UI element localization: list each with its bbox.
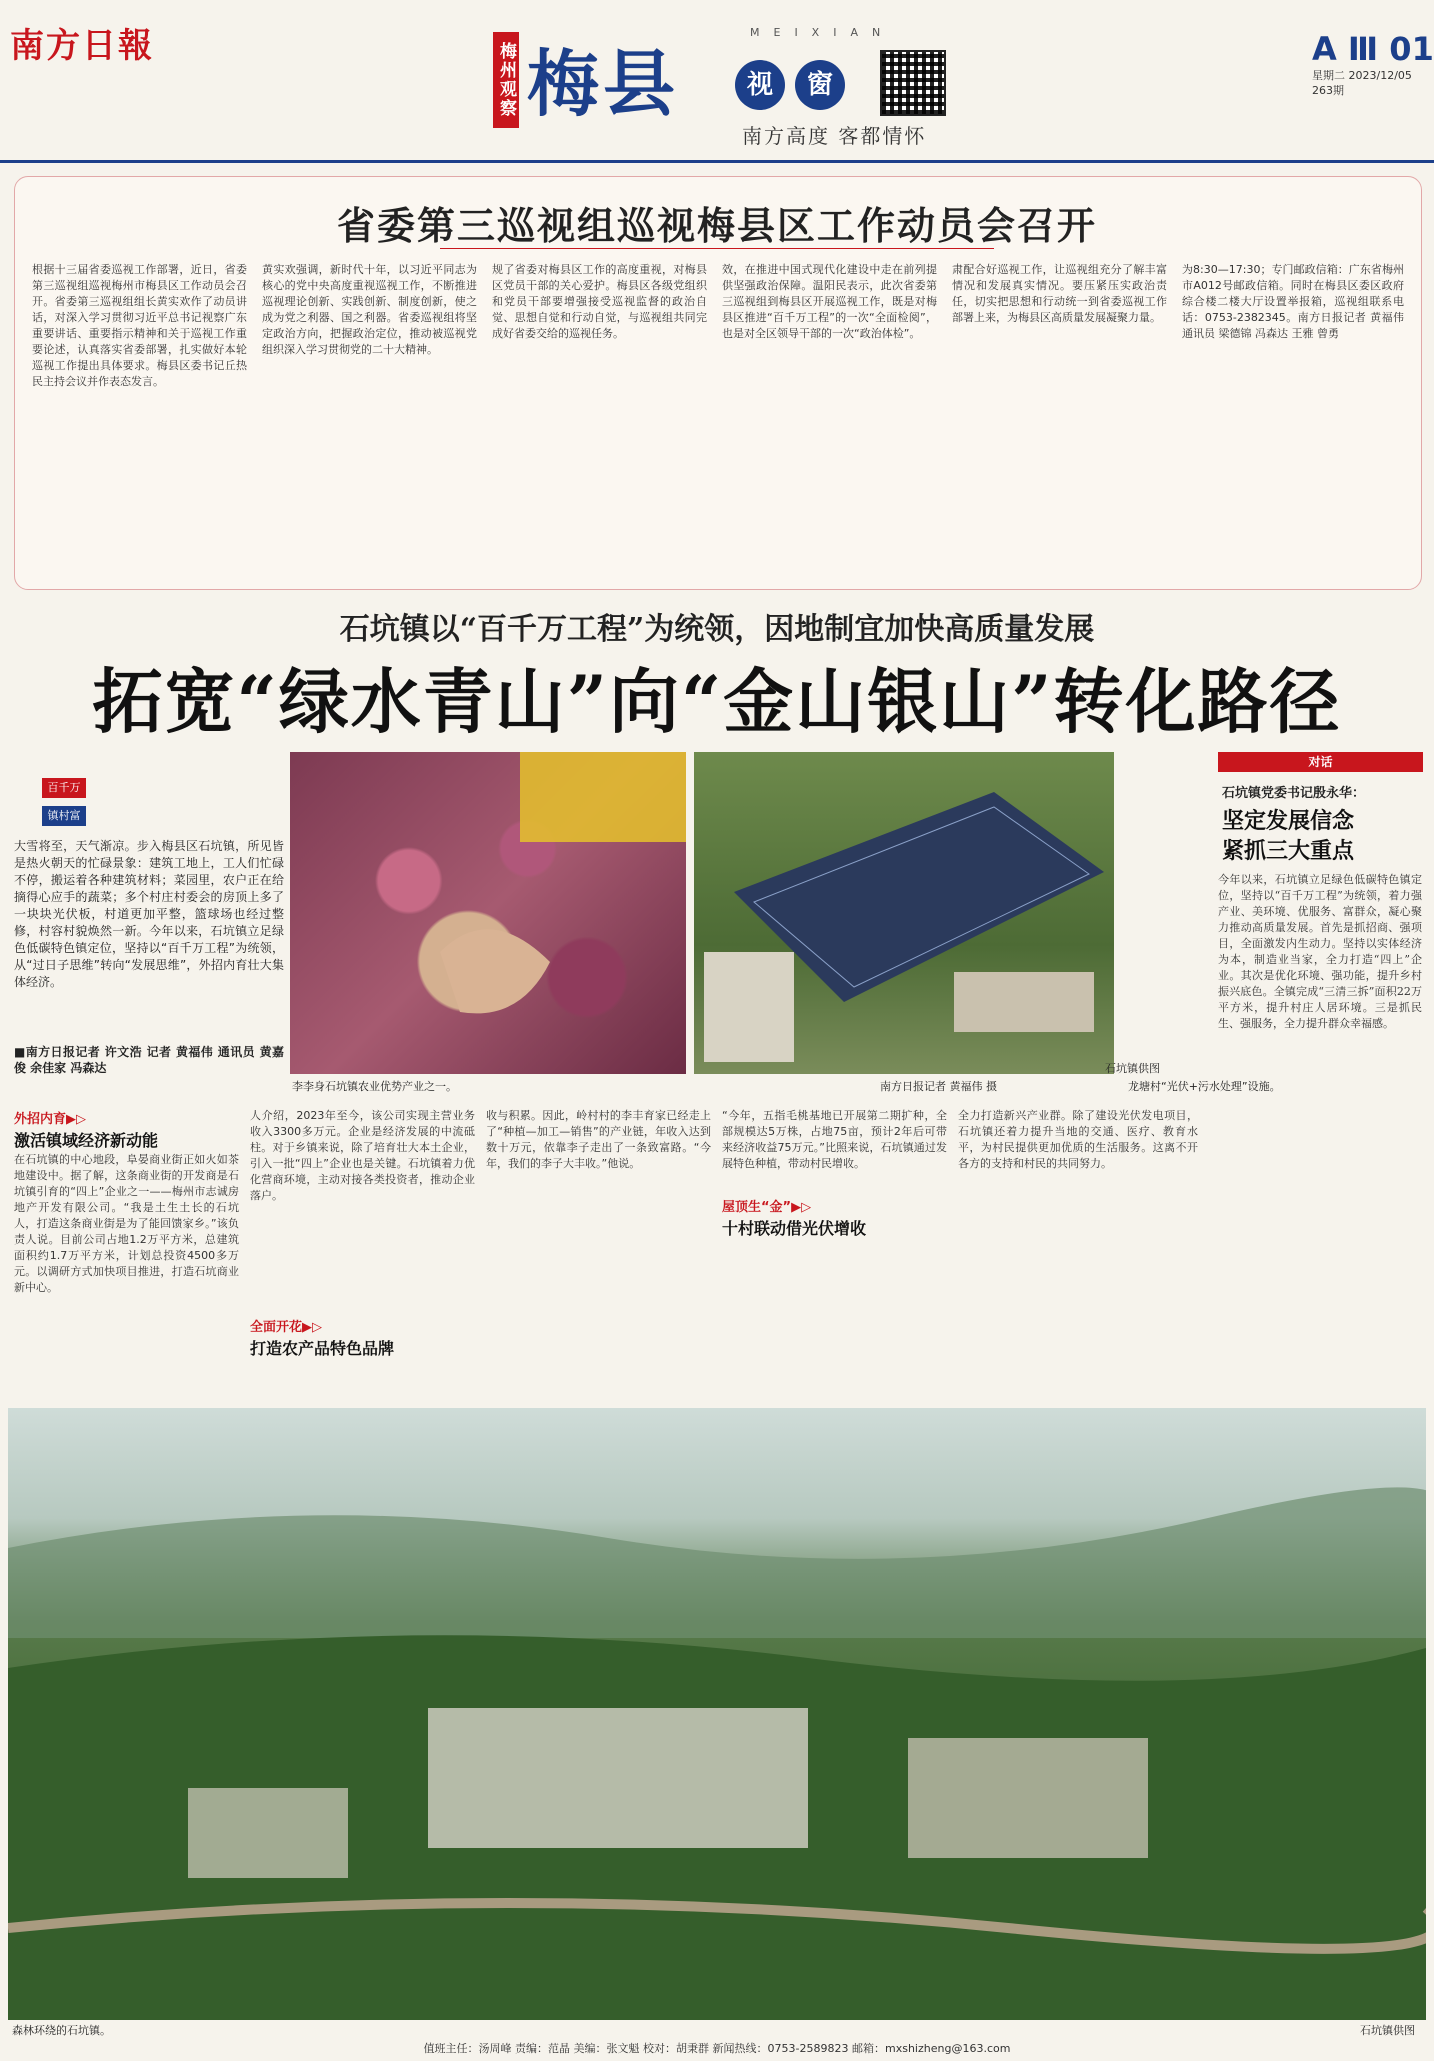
photo1-caption: 李李身石坑镇农业优势产业之一。 (292, 1080, 457, 1093)
village-caption: 森林环绕的石坑镇。 (12, 2024, 111, 2037)
article1-rule (440, 248, 994, 249)
section-a-tag: 外招内育▶▷ (14, 1112, 86, 1127)
section-pinyin: MEIXIAN (750, 26, 895, 39)
dialog-label: 对话 (1218, 752, 1423, 772)
article1-column-1: 根据十三届省委巡视工作部署，近日，省委第三巡视组巡视梅州市梅县区工作动员会召开。省委第三巡视组组长黄实欢作了动员讲话，对深入学习贯彻习近平总书记视察广东重要讲话、重要指示精神和关于巡视工作重要论述，认真落实省委部署，扎实做好本轮巡视工作提出具体要求。梅县区委书记丘热民主持会议并作表态发言。 (32, 263, 247, 388)
photo3-credit: 石坑镇供图 (1105, 1062, 1160, 1075)
vision-circle-2: 窗 (795, 60, 845, 110)
section-b-tag: 全面开花▶▷ (250, 1320, 322, 1335)
section-c-title: 十村联动借光伏增收 (722, 1219, 867, 1238)
section-c-tag: 屋顶生“金”▶▷ (722, 1200, 812, 1215)
body-column-4: “今年，五指毛桃基地已开展第二期扩种，全部规模达5万株，占地75亩，预计2年后可带来经济收益75万元。”比照来说，石坑镇通过发展特色种植，带动村民增收。 (722, 1109, 947, 1170)
section-tag: 梅州观察 (493, 32, 519, 128)
section-title: 梅县 (527, 41, 680, 126)
masthead-divider (0, 160, 1434, 163)
lead-tag-2: 镇村富 (42, 806, 86, 826)
lead-tag-1: 百千万 (42, 778, 86, 798)
dialog-speaker: 石坑镇党委书记殷永华： (1222, 786, 1366, 801)
photo3-caption: 龙塘村“光伏+污水处理”设施。 (1128, 1080, 1281, 1093)
lead-text: 大雪将至，天气渐凉。步入梅县区石坑镇，所见皆是热火朝天的忙碌景象：建筑工地上，工人们忙碌不停，搬运着各种建筑材料；菜园里，农户正在给摘得心应手的蔬菜；多个村庄村委会的房顶上多了一块块光伏板，村道更加平整，篮球场也经过整修，村容村貌焕然一新。今年以来，石坑镇立足绿色低碳特色镇定位，坚持以“百千万工程”为统领，从“过日子思维”转向“发展思维”，外招内育壮大集体经济。 (14, 839, 284, 989)
photo-plums-harvest (290, 752, 686, 1074)
page-info (1312, 68, 1412, 98)
body-column-5: 全力打造新兴产业群。除了建设光伏发电项目，石坑镇还着力提升当地的交通、医疗、教育水平，为村民提供更加优质的生活服务。这离不开各方的支持和村民的共同努力。 (958, 1109, 1198, 1170)
section-b-title: 打造农产品特色品牌 (250, 1339, 395, 1358)
article1-headline: 省委第三巡视组巡视梅县区工作动员会召开 (336, 203, 1097, 248)
section-a-title: 激活镇域经济新动能 (14, 1131, 159, 1150)
article2-kicker: 石坑镇以“百千万工程”为统领，因地制宜加快高质量发展 (339, 612, 1095, 647)
article1-column-4: 效，在推进中国式现代化建设中走在前列提供坚强政治保障。温阳民表示，此次省委第三巡视组到梅县区开展巡视工作，既是对梅县区推进“百千万工程”的一次“全面检阅”，也是对全区领导干部的一次“政治体检”。 (722, 263, 937, 340)
page-edition: 263期 (1312, 84, 1344, 97)
crate-graphic (290, 752, 686, 1074)
body-column-1: 在石坑镇的中心地段，阜晏商业街正如火如茶地建设中。据了解，这条商业街的开发商是石坑镇引育的“四上”企业之一——梅州市志诚房地产开发有限公司。“我是土生土长的石坑人，打造这条商业街是为了能回馈家乡。”该负责人说。目前公司占地1.2万平方米，总建筑面积约1.7万平方米，计划总投资4500多万元。以调研方式加快项目推进，打造石坑商业新中心。 (14, 1153, 239, 1294)
village-credit: 石坑镇供图 (1360, 2024, 1415, 2037)
page-date: 星期二 2023/12/05 (1312, 69, 1412, 82)
body-column-2: 人介绍，2023年至今，该公司实现主营业务收入3300多万元。企业是经济发展的中流砥柱。对于乡镇来说，除了培育壮大本土企业，引入一批“四上”企业也是关键。石坑镇着力优化营商环境，主动对接各类投资者，推动企业落户。 (250, 1109, 475, 1202)
lead-byline: ■南方日报记者 许文浩 记者 黄福伟 通讯员 黄嘉俊 余佳家 冯森达 (14, 1045, 284, 1075)
photo-village-aerial (8, 1408, 1426, 2020)
photo-solar-facility (694, 752, 1114, 1074)
dialog-title-line-2: 紧抓三大重点 (1222, 839, 1355, 864)
solar-panels-graphic (694, 752, 1114, 1074)
article1-column-5: 肃配合好巡视工作，让巡视组充分了解丰富情况和发展真实情况。要压紧压实政治责任，切实把思想和行动统一到省委巡视工作部署上来，为梅县区高质量发展凝聚力量。 (952, 263, 1167, 324)
article1-column-2: 黄实欢强调，新时代十年，以习近平同志为核心的党中央高度重视巡视工作，不断推进巡视理论创新、实践创新、制度创新，使之成为党之利器、国之利器。省委巡视组将坚定政治方向，把握政治定位，推动被巡视党组织深入学习贯彻党的二十大精神。 (262, 263, 477, 356)
page-number: A Ⅲ 01 (1312, 30, 1434, 68)
article1-column-3: 规了省委对梅县区工作的高度重视，对梅县区党员干部的关心爱护。梅县区各级党组织和党员干部要增强接受巡视监督的政治自觉、思想自觉和行动自觉，与巡视组共同完成好省委交给的巡视任务。 (492, 263, 707, 340)
dialog-text: 今年以来，石坑镇立足绿色低碳特色镇定位，坚持以“百千万工程”为统领，着力强产业、美环境、优服务、富群众，凝心聚力推动高质量发展。首先是抓招商、强项目，全面激发内生动力。坚持以实体经济为本，制造业当家，全力打造“四上”企业。其次是优化环境、强功能，提升乡村振兴底色。全镇完成“三清三拆”面积22万平方米，提升村庄人居环境。三是抓民生、强服务，全力提升群众幸福感。 (1218, 873, 1422, 1030)
article2-headline: 拓宽“绿水青山”向“金山银山”转化路径 (92, 660, 1342, 743)
section-slogan: 南方高度 客都情怀 (742, 124, 927, 148)
village-graphic (8, 1408, 1426, 2020)
photo2-credit: 南方日报记者 黄福伟 摄 (880, 1080, 997, 1093)
page-footer: 值班主任：汤周峰 责编：范晶 美编：张文魁 校对：胡秉群 新闻热线：0753-2589823 邮箱：mxshizheng@163.com (423, 2042, 1011, 2055)
body-column-3: 收与积累。因此，岭村村的李丰育家已经走上了“种植—加工—销售”的产业链，年收入达到数十万元，依靠李子走出了一条致富路。“今年，我们的李子大丰收。”他说。 (486, 1109, 711, 1170)
newspaper-logo: 南方日報 (10, 26, 154, 66)
vision-circle-1: 视 (735, 60, 785, 110)
article1-column-6: 为8:30—17:30；专门邮政信箱：广东省梅州市A012号邮政信箱。同时在梅县区委区政府综合楼二楼大厅设置举报箱，巡视组联系电话：0753-2382345。南方日报记者 黄福伟 通讯员 梁德锦 冯森达 王雅 曾勇 (1182, 263, 1404, 340)
dialog-title-line-1: 坚定发展信念 (1222, 809, 1355, 834)
qr-code-icon[interactable] (880, 50, 946, 116)
